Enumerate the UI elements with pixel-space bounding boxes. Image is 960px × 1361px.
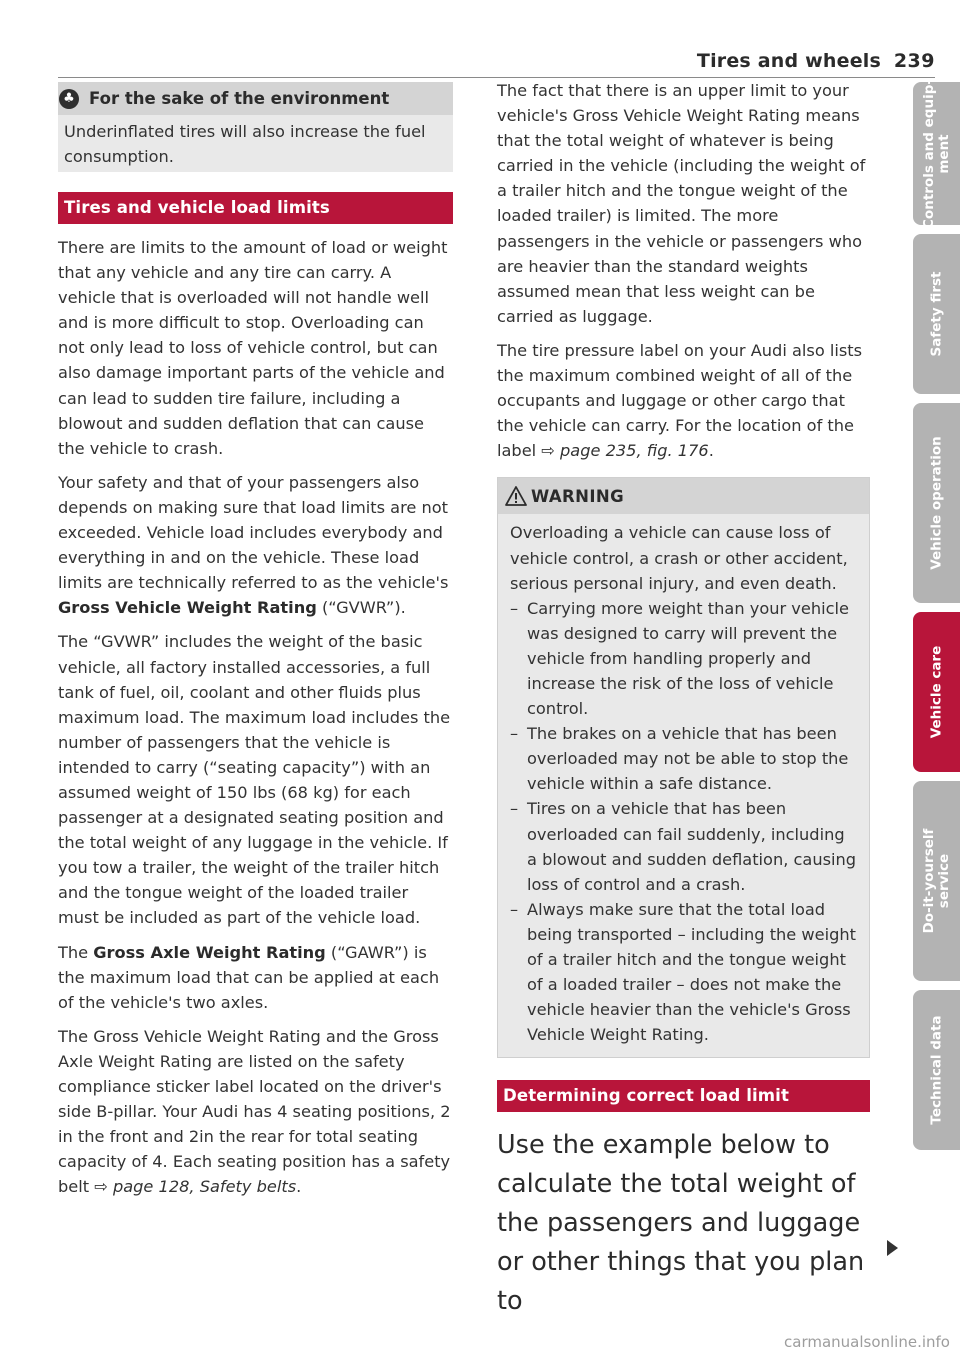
continue-arrow-icon bbox=[887, 1240, 898, 1256]
warning-body bbox=[498, 514, 869, 1057]
tab-label: Safety first bbox=[928, 271, 944, 357]
paragraph: The “GVWR” includes the weight of the basic vehicle, all factory installed accessories, a full tank of fuel, oil, coolant and other fluids plus maximum load. The maximum load includes the number of passengers that the vehicle is intended to carry (“seating capacity”) with an assumed weight of 150 lbs (68 kg) for each passenger at a designated seating position and the total weight of any luggage in the vehicle. If you tow a trailer, the weight of the trailer hitch and the tongue weight of the loaded trailer must be included as part of the vehicle load. bbox=[58, 632, 451, 928]
warning-list bbox=[510, 596, 859, 1048]
environment-note-title: For the sake of the environment bbox=[89, 89, 390, 108]
term-gawr: Gross Axle Weight Rating bbox=[93, 942, 326, 962]
environment-note-header bbox=[58, 82, 453, 115]
warning-list-item: – The brakes on a vehicle that has been overloaded may not be able to stop the vehicle within a safe distance. bbox=[510, 721, 859, 796]
environment-note-body: Underinflated tires will also increase the fuel consumption. bbox=[64, 122, 426, 167]
paragraph: The fact that there is an upper limit to your vehicle's Gross Vehicle Weight Rating means that the total weight of whatever is being carried in the vehicle (including the weight of a trailer hitch and the tongue weight of the loaded trailer) is limited. The more passengers in the vehicle or passengers who are heavier than the standard weights assumed mean that less weight can be carried as luggage. bbox=[497, 81, 866, 326]
paragraph: There are limits to the amount of load or weight that any vehicle and any tire can carry. A vehicle that is overloaded will not handle well and is more difficult to stop. Overloading can not only lead to loss of vehicle control, but can also damage important parts of the vehicle and can lead to sudden tire failure, including a blowout and sudden deflation that can cause the vehicle to crash. bbox=[58, 238, 448, 458]
tab-label: Technical data bbox=[928, 1015, 944, 1125]
tab-vehicle-operation[interactable] bbox=[913, 403, 960, 603]
tab-label: Vehicle care bbox=[928, 645, 944, 739]
chapter-title: Tires and wheels bbox=[696, 50, 881, 72]
page-number: 239 bbox=[893, 50, 935, 72]
warning-box bbox=[497, 477, 870, 1058]
paragraph: The Gross Vehicle Weight Rating and the Gross Axle Weight Rating are listed on the safety compliance sticker label located on the driver's side B-pillar. Your Audi has 4 seating positions, 2 in the front and 2in the rear for total seating capacity of 4. Each seating position has a safety belt ⇨ page 128, Safety belts. bbox=[58, 1026, 451, 1197]
paragraph: The Gross Axle Weight Rating (“GAWR”) is the maximum load that can be applied at each of the vehicle's two axles. bbox=[58, 942, 440, 1012]
tab-label: Vehicle operation bbox=[928, 436, 944, 570]
section-intro-large: Use the example below to calculate the total weight of the passengers and luggage or other things that you plan to bbox=[497, 1130, 865, 1317]
warning-list-item: – Carrying more weight than your vehicle was designed to carry will prevent the vehicle from handling properly and increase the risk of the loss of vehicle control. bbox=[510, 596, 859, 721]
tab-do-it-yourself-service[interactable] bbox=[913, 781, 960, 981]
tab-technical-data[interactable] bbox=[913, 990, 960, 1150]
tab-safety-first[interactable] bbox=[913, 234, 960, 394]
warning-intro: Overloading a vehicle can cause loss of vehicle control, a crash or other accident, serious personal injury, and even death. bbox=[510, 523, 848, 593]
tab-label: Do-it-yourself service bbox=[920, 828, 952, 934]
paragraph: The tire pressure label on your Audi also lists the maximum combined weight of all of the occupants and luggage or other cargo that the vehicle can carry. For the location of the label ⇨ page 235, fig. 176. bbox=[497, 340, 863, 461]
watermark: carmanualsonline.info bbox=[784, 1333, 950, 1351]
left-column bbox=[58, 82, 453, 1199]
warning-triangle-icon bbox=[505, 486, 527, 506]
paragraph: Your safety and that of your passengers also depends on making sure that load limits are not exceeded. Vehicle load includes everybody and everything in and on the vehicle. These load limits are technically referred to as the vehicle's Gross Vehicle Weight Rating (“GVWR”). bbox=[58, 472, 449, 618]
page-reference-link[interactable]: ⇨ page 128, Safety belts bbox=[94, 1177, 297, 1197]
environment-note bbox=[58, 82, 453, 172]
warning-header bbox=[498, 478, 869, 514]
warning-title: WARNING bbox=[531, 487, 625, 507]
tab-vehicle-care[interactable] bbox=[913, 612, 960, 772]
tab-label: Controls and equip- ment bbox=[920, 78, 952, 229]
right-column bbox=[497, 78, 870, 1321]
leaf-icon: ♣ bbox=[59, 89, 79, 109]
page-reference-link[interactable]: ⇨ page 235, fig. 176 bbox=[541, 441, 709, 461]
warning-list-item: – Always make sure that the total load being transported – including the weight of a trailer hitch and the tongue weight of a loaded trailer – does not make the vehicle heavier than the vehicle's Gross Vehicle Weight Rating. bbox=[510, 897, 859, 1048]
section-heading-load-limits: Tires and vehicle load limits bbox=[58, 192, 453, 224]
page-header bbox=[58, 46, 935, 78]
tab-controls-and-equipment[interactable] bbox=[913, 78, 960, 229]
section-heading-correct-load-limit: Determining correct load limit bbox=[497, 1080, 870, 1112]
term-gvwr: Gross Vehicle Weight Rating bbox=[58, 598, 317, 618]
warning-list-item: – Tires on a vehicle that has been overloaded can fail suddenly, including a blowout and sudden deflation, causing loss of control and a crash. bbox=[510, 796, 859, 896]
